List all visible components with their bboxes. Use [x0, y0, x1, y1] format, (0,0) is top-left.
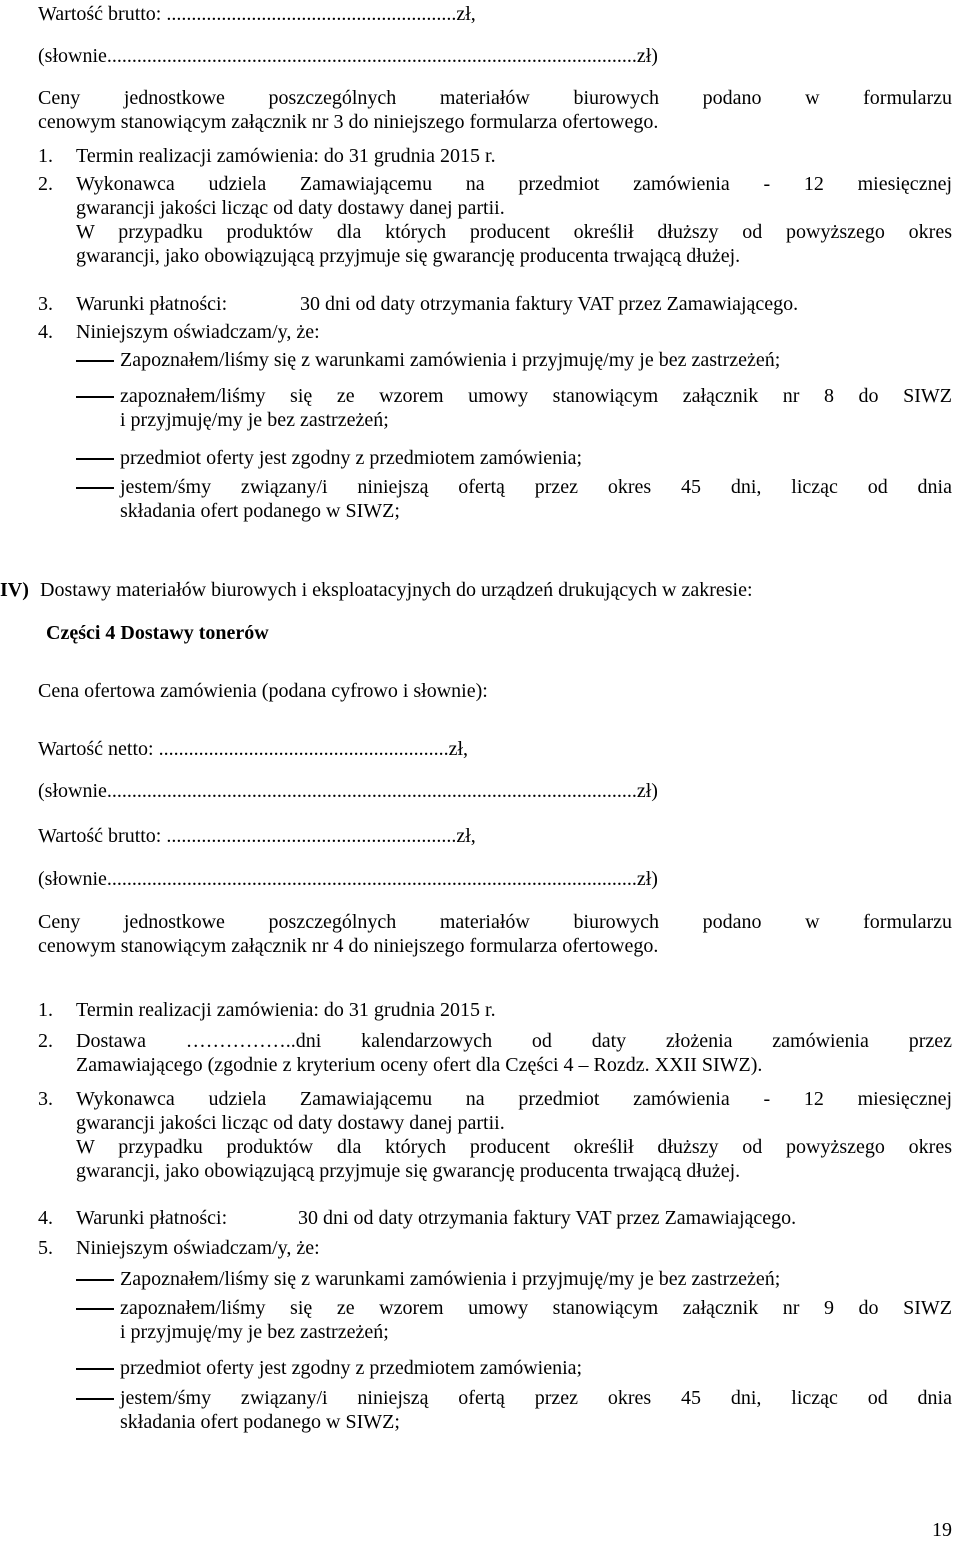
payment-terms: 30 dni od daty otrzymania faktury VAT przez Zamawiającego. — [298, 1207, 797, 1229]
unit-prices-line-1: Ceny jednostkowe poszczególnych materiałów biurowych podano w formularzu — [38, 87, 952, 109]
section-heading: Dostawy materiałów biurowych i eksploatacyjnych do urządzeń drukujących w zakresie: — [40, 579, 753, 601]
item-number: 4. — [38, 1207, 53, 1229]
declaration-item: przedmiot oferty jest zgodny z przedmiotem zamówienia; — [120, 447, 583, 469]
section-numeral: IV) — [0, 579, 29, 601]
delivery-time-clause — [76, 1029, 952, 1077]
item-number: 1. — [38, 999, 53, 1021]
declaration-line-2: składania ofert podanego w SIWZ; — [120, 500, 400, 522]
payment-terms-label: Warunki płatności: — [76, 293, 228, 315]
item-number: 5. — [38, 1237, 53, 1259]
warranty-line-2: gwarancji jakości licząc od daty dostawy danej partii. — [76, 197, 505, 219]
price-intro: Cena ofertowa zamówienia (podana cyfrowo i słownie): — [38, 680, 488, 702]
declaration-line-2: i przyjmuję/my je bez zastrzeżeń; — [120, 409, 389, 431]
item-number: 3. — [38, 293, 53, 315]
warranty-clause — [76, 172, 952, 268]
dash-bullet — [76, 360, 114, 362]
declaration-item — [120, 1296, 952, 1344]
warranty-line-4: gwarancji, jako obowiązującą przyjmuje się gwarancję producenta trwającą dłużej. — [76, 1160, 741, 1182]
declaration-line-2: składania ofert podanego w SIWZ; — [120, 1411, 400, 1433]
warranty-line-1: Wykonawca udziela Zamawiającemu na przedmiot zamówienia - 12 miesięcznej — [76, 1088, 952, 1110]
dash-bullet — [76, 396, 114, 398]
page-number: 19 — [932, 1519, 952, 1541]
unit-prices-line-2: cenowym stanowiącym załącznik nr 3 do niniejszego formularza ofertowego. — [38, 111, 659, 133]
net-value-line: Wartość netto: ..........................................................zł, — [38, 738, 469, 760]
warranty-clause — [76, 1087, 952, 1183]
item-number: 1. — [38, 145, 53, 167]
delivery-deadline: Termin realizacji zamówienia: do 31 grudnia 2015 r. — [76, 999, 496, 1021]
net-words-line: (słownie..........................................................................................................zł) — [38, 780, 658, 802]
dash-bullet — [76, 487, 114, 489]
item-number: 3. — [38, 1088, 53, 1110]
gross-value-line: Wartość brutto: ..........................................................zł, — [38, 3, 476, 25]
unit-prices-line-2: cenowym stanowiącym załącznik nr 4 do niniejszego formularza ofertowego. — [38, 935, 659, 957]
delivery-deadline: Termin realizacji zamówienia: do 31 grudnia 2015 r. — [76, 145, 496, 167]
declaration-item: przedmiot oferty jest zgodny z przedmiotem zamówienia; — [120, 1357, 583, 1379]
unit-prices-note — [38, 910, 952, 958]
item-number: 2. — [38, 173, 53, 195]
gross-words-line: (słownie..........................................................................................................zł) — [38, 45, 658, 67]
warranty-line-3: W przypadku produktów dla których producent określił dłuższy od powyższego okres — [76, 221, 952, 243]
item-number: 2. — [38, 1030, 53, 1052]
warranty-line-4: gwarancji, jako obowiązującą przyjmuje się gwarancję producenta trwającą dłużej. — [76, 245, 741, 267]
declaration-item — [120, 475, 952, 523]
payment-terms-label: Warunki płatności: — [76, 1207, 228, 1229]
part-title: Części 4 Dostawy tonerów — [46, 622, 269, 644]
dash-bullet — [76, 1279, 114, 1281]
payment-terms: 30 dni od daty otrzymania faktury VAT przez Zamawiającego. — [300, 293, 799, 315]
dash-bullet — [76, 458, 114, 460]
warranty-line-3: W przypadku produktów dla których producent określił dłuższy od powyższego okres — [76, 1136, 952, 1158]
warranty-line-1: Wykonawca udziela Zamawiającemu na przedmiot zamówienia - 12 miesięcznej — [76, 173, 952, 195]
declaration-item — [120, 384, 952, 432]
declaration-line-1: jestem/śmy związany/i niniejszą ofertą przez okres 45 dni, licząc od dnia — [120, 476, 952, 498]
dash-bullet — [76, 1308, 114, 1310]
dash-bullet — [76, 1398, 114, 1400]
gross-value-line: Wartość brutto: ..........................................................zł, — [38, 825, 476, 847]
declaration-line-1: zapoznałem/liśmy się ze wzorem umowy stanowiącym załącznik nr 8 do SIWZ — [120, 385, 952, 407]
dash-bullet — [76, 1368, 114, 1370]
declaration-intro: Niniejszym oświadczam/y, że: — [76, 1237, 320, 1259]
declaration-item — [120, 1386, 952, 1434]
declaration-item: Zapoznałem/liśmy się z warunkami zamówienia i przyjmuję/my je bez zastrzeżeń; — [120, 349, 781, 371]
delivery-time-line-1: Dostawa ……………..dni kalendarzowych od daty złożenia zamówienia przez — [76, 1030, 952, 1052]
declaration-item: Zapoznałem/liśmy się z warunkami zamówienia i przyjmuję/my je bez zastrzeżeń; — [120, 1268, 781, 1290]
declaration-line-2: i przyjmuję/my je bez zastrzeżeń; — [120, 1321, 389, 1343]
unit-prices-line-1: Ceny jednostkowe poszczególnych materiałów biurowych podano w formularzu — [38, 911, 952, 933]
item-number: 4. — [38, 321, 53, 343]
warranty-line-2: gwarancji jakości licząc od daty dostawy danej partii. — [76, 1112, 505, 1134]
declaration-intro: Niniejszym oświadczam/y, że: — [76, 321, 320, 343]
declaration-line-1: jestem/śmy związany/i niniejszą ofertą przez okres 45 dni, licząc od dnia — [120, 1387, 952, 1409]
declaration-line-1: zapoznałem/liśmy się ze wzorem umowy stanowiącym załącznik nr 9 do SIWZ — [120, 1297, 952, 1319]
unit-prices-note — [38, 86, 952, 134]
delivery-time-line-2: Zamawiającego (zgodnie z kryterium oceny ofert dla Części 4 – Rozdz. XXII SIWZ). — [76, 1054, 763, 1076]
gross-words-line: (słownie..........................................................................................................zł) — [38, 868, 658, 890]
